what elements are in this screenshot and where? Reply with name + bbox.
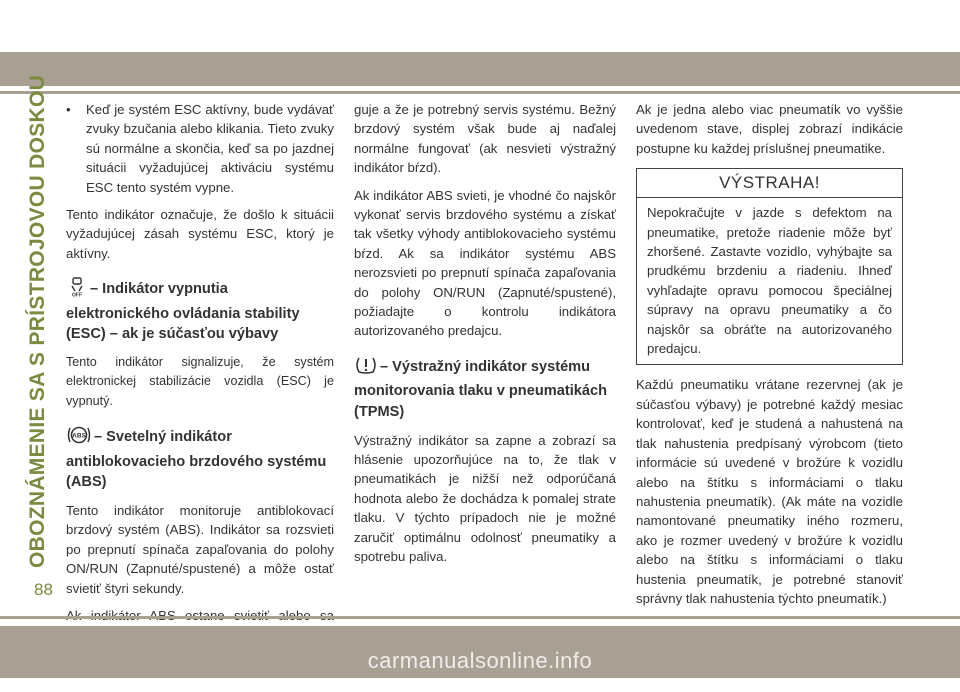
esc-off-icon xyxy=(66,277,88,304)
warning-body: Nepokračujte v jazde s defektom na pneumatike, pretože riadenie môže byť zhoršené. Zastavte vozidlo, vyhýbajte sa prudkému brzdeniu a riadeniu. Ihneď vyhľadajte opravu pomocou špeciálnej súpravy na opravu pneumatiky a čo najskôr sa obráťte na autorizovaného predajcu. xyxy=(647,205,892,357)
paragraph: Tento indikátor označuje, že došlo k situácii vyžadujúcej zásah systému ESC, ktorý je aktívny. xyxy=(66,207,334,261)
page-number: 88 xyxy=(34,580,53,599)
paragraph: Výstražný indikátor sa zapne a zobrazí sa hlásenie upozorňujúce na to, že tlak v pneumatikách je nižší než odporúčaná hodnota alebo že dochádza k pomalej strate tlaku. V týchto prípadoch nie je možné zaručiť optimálnu odolnosť pneumatiky a spotrebu paliva. xyxy=(354,432,616,565)
section-heading-tpms xyxy=(354,355,616,423)
column-1 xyxy=(66,100,334,692)
paragraph: guje a že je potrebný servis systému. Bežný brzdový systém však bude aj naďalej normálne fungovať (ak nesvieti výstražný indikátor bŕzd). xyxy=(354,102,616,176)
paragraph: Tento indikátor signalizuje, že systém elektronickej stabilizácie vozidla (ESC) je vypnutý. xyxy=(66,355,334,408)
bullet-icon: • xyxy=(66,102,71,117)
column-3 xyxy=(636,100,903,616)
tire-pressure-warning-icon xyxy=(354,355,378,382)
svg-text:ABS: ABS xyxy=(72,432,86,440)
paragraph: Ak je jedna alebo viac pneumatík vo vyššie uvedenom stave, displej zobrazí indikácie postupne ku každej príslušnej pneumatike. xyxy=(636,102,903,156)
list-item xyxy=(66,100,334,197)
abs-icon xyxy=(66,425,92,452)
top-band xyxy=(0,52,960,86)
paragraph: Ak indikátor ABS svieti, je vhodné čo najskôr vykonať servis brzdového systému a získať tak všetky výhody antiblokovacieho systému bŕzd. Ak sa indikátor systému ABS nerozsvieti po prepnutí spínača zapaľovania do polohy ON/RUN (Zapnuté/spustené), požiadajte o kontrolu indikátora autorizovaného predajcu. xyxy=(354,187,616,339)
warning-title: VÝSTRAHA! xyxy=(637,169,902,198)
heading-text: – Výstražný indikátor systému monitorovania tlaku v pneumatikách (TPMS) xyxy=(354,358,608,421)
paragraph: Tento indikátor monitoruje antiblokovací brzdový systém (ABS). Indikátor sa rozsvieti po prepnutí spínača zapaľovania do polohy ON/RUN (Zapnuté/spustené) a môže ostať svietiť štyri sekundy. xyxy=(66,503,334,596)
paragraph: Každú pneumatiku vrátane rezervnej (ak je súčasťou výbavy) je potrebné každý mesiac kontrolovať, keď je studená a nahustená na tlak nahustenia predpísaný výrobcom (tieto informácie sú uvedené v brožúre k vozidlu alebo na štítku s informáciami o tlaku nahustenia pneumatík). (Ak máte na vozidle namontované pneumatiky iného rozmeru, ako je rozmer uvedený v brožúre k vozidlu alebo na štítku s informáciami o tlaku hustenia pneumatík, je potrebné stanoviť správny tlak nahustenia týchto pneumatík.) xyxy=(636,377,903,606)
heading-text: – Svetelný indikátor antiblokovacieho brzdového systému (ABS) xyxy=(66,429,327,491)
warning-box xyxy=(636,168,903,365)
section-heading-abs xyxy=(66,425,334,493)
bullet-text: Keď je systém ESC aktívny, bude vydávať zvuky bzučania alebo klikania. Tieto zvuky sú normálne a skončia, keď sa po jazdnej situácii vyžadujúcej aktiváciu systému ESC tento systém vypne. xyxy=(86,102,334,195)
section-heading-esc-off xyxy=(66,277,334,345)
top-rule xyxy=(0,91,960,94)
bottom-rule xyxy=(0,616,960,619)
heading-text: – Indikátor vypnutia elektronického ovládania stability (ESC) – ak je súčasťou výbavy xyxy=(66,281,300,343)
svg-text:OFF: OFF xyxy=(72,292,82,298)
chapter-title: OBOZNÁMENIE SA S PRÍSTROJOVOU DOSKOU xyxy=(26,74,49,568)
column-2 xyxy=(354,100,616,575)
watermark: carmanualsonline.info xyxy=(367,648,593,673)
